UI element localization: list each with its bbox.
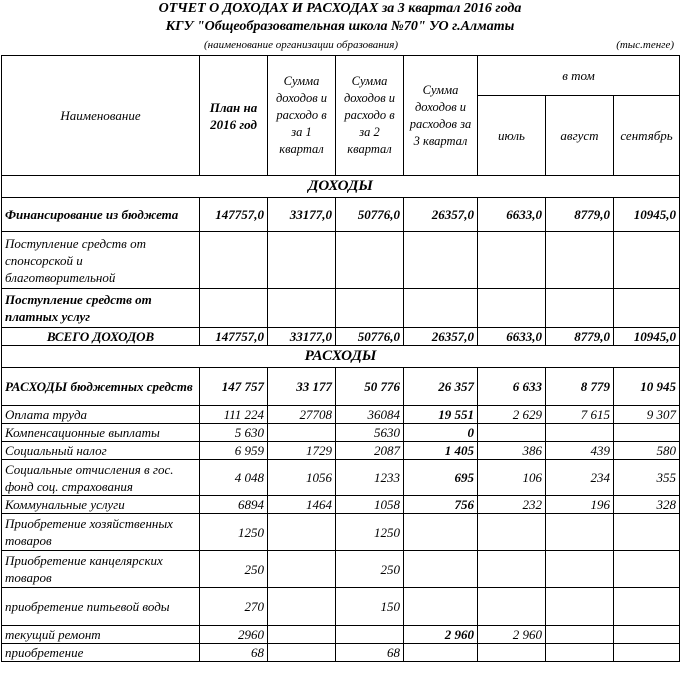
expense-cell-m1 (478, 424, 546, 442)
income-cell-m3: 10945,0 (614, 328, 680, 346)
unit-caption: (тыс.тенге) (616, 39, 674, 51)
organization-title: КГУ "Общеобразовательная школа №70" УО г.Алматы (165, 19, 515, 34)
expense-cell-plan: 6894 (200, 496, 268, 514)
expense-cell-q1: 33 177 (268, 368, 336, 406)
income-cell-q2: 50776,0 (336, 328, 404, 346)
income-section-header (2, 176, 680, 198)
expense-cell-q3: 0 (404, 424, 478, 442)
expense-cell-q3: 26 357 (404, 368, 478, 406)
expense-row-name: Социальные отчисления в гос. фонд соц. страхования (2, 460, 200, 496)
expense-cell-m1: 2 960 (478, 626, 546, 644)
expense-cell-q1: 1464 (268, 496, 336, 514)
income-cell-plan: 147757,0 (200, 328, 268, 346)
expense-cell-q2 (336, 626, 404, 644)
income-cell-plan (200, 232, 268, 289)
table-row (2, 496, 680, 514)
expense-cell-m3: 580 (614, 442, 680, 460)
expense-cell-m1: 2 629 (478, 406, 546, 424)
income-cell-m2: 8779,0 (546, 328, 614, 346)
report-table (1, 55, 680, 662)
expense-cell-q1: 1729 (268, 442, 336, 460)
table-row (2, 442, 680, 460)
expense-cell-m2 (546, 588, 614, 626)
expense-cell-plan: 2960 (200, 626, 268, 644)
income-cell-q2: 50776,0 (336, 198, 404, 232)
header-july: июль (478, 96, 546, 176)
income-cell-m1 (478, 232, 546, 289)
income-cell-q2 (336, 232, 404, 289)
header-q2: Сумма доходов и расходо в за 2 квартал (336, 56, 404, 176)
income-cell-q1: 33177,0 (268, 328, 336, 346)
expense-cell-q2: 50 776 (336, 368, 404, 406)
expense-cell-m2: 196 (546, 496, 614, 514)
table-row (2, 626, 680, 644)
table-row (2, 460, 680, 496)
expense-cell-q1: 27708 (268, 406, 336, 424)
expense-cell-q1: 1056 (268, 460, 336, 496)
expense-cell-q2: 2087 (336, 442, 404, 460)
income-row-name: Поступление средств от платных услуг (2, 289, 200, 328)
expense-cell-m1: 6 633 (478, 368, 546, 406)
header-q1: Сумма доходов и расходо в за 1 квартал (268, 56, 336, 176)
expense-cell-m1 (478, 551, 546, 588)
income-cell-q3: 26357,0 (404, 198, 478, 232)
expense-cell-m2: 7 615 (546, 406, 614, 424)
expense-cell-q3: 2 960 (404, 626, 478, 644)
expense-cell-q3: 756 (404, 496, 478, 514)
expense-cell-m3: 328 (614, 496, 680, 514)
expense-cell-q3 (404, 514, 478, 551)
expense-cell-m2 (546, 514, 614, 551)
income-row-name: Финансирование из бюджета (2, 198, 200, 232)
table-row (2, 289, 680, 328)
income-section-header-label: ДОХОДЫ (2, 176, 680, 198)
table-row (2, 198, 680, 232)
table-row (2, 551, 680, 588)
expense-row-name: Приобретение хозяйственных товаров (2, 514, 200, 551)
table-row (2, 644, 680, 662)
expense-cell-m3: 355 (614, 460, 680, 496)
table-header (2, 56, 680, 176)
income-cell-m2: 8779,0 (546, 198, 614, 232)
table-row (2, 424, 680, 442)
header-name: Наименование (2, 56, 200, 176)
expense-row-name: РАСХОДЫ бюджетных средств (2, 368, 200, 406)
income-row-name: Поступление средств от спонсорской и благотворительной (2, 232, 200, 289)
income-cell-m3: 10945,0 (614, 198, 680, 232)
expense-cell-q3 (404, 588, 478, 626)
expense-cell-q2: 68 (336, 644, 404, 662)
income-cell-m1: 6633,0 (478, 328, 546, 346)
expense-row-name: текущий ремонт (2, 626, 200, 644)
expense-cell-q2: 36084 (336, 406, 404, 424)
expense-cell-q3: 695 (404, 460, 478, 496)
expense-cell-m1: 232 (478, 496, 546, 514)
header-september: сентябрь (614, 96, 680, 176)
expense-row-name: Оплата труда (2, 406, 200, 424)
expense-row-name: Социальный налог (2, 442, 200, 460)
expense-section-header (2, 346, 680, 368)
expense-cell-plan: 111 224 (200, 406, 268, 424)
income-cell-m1: 6633,0 (478, 198, 546, 232)
expense-cell-plan: 5 630 (200, 424, 268, 442)
expense-cell-q2: 1058 (336, 496, 404, 514)
expense-cell-q3 (404, 644, 478, 662)
expense-row-name: Приобретение канцелярских товаров (2, 551, 200, 588)
expense-cell-m2: 8 779 (546, 368, 614, 406)
expense-cell-m3: 9 307 (614, 406, 680, 424)
table-row (2, 406, 680, 424)
expense-cell-q3: 1 405 (404, 442, 478, 460)
report-title: ОТЧЕТ О ДОХОДАХ И РАСХОДАХ за 3 квартал 2016 года (158, 1, 522, 16)
expense-cell-q2: 5630 (336, 424, 404, 442)
expense-cell-m1: 106 (478, 460, 546, 496)
income-cell-q3 (404, 289, 478, 328)
expense-cell-q2: 1233 (336, 460, 404, 496)
expense-cell-plan: 270 (200, 588, 268, 626)
expense-cell-q1 (268, 424, 336, 442)
income-cell-m2 (546, 232, 614, 289)
income-cell-m1 (478, 289, 546, 328)
income-cell-q3: 26357,0 (404, 328, 478, 346)
expense-cell-m2 (546, 644, 614, 662)
expense-cell-m3 (614, 551, 680, 588)
expense-cell-q2: 250 (336, 551, 404, 588)
table-row (2, 328, 680, 346)
expense-cell-m1: 386 (478, 442, 546, 460)
expense-cell-plan: 4 048 (200, 460, 268, 496)
expense-cell-m2 (546, 551, 614, 588)
header-q3: Сумма доходов и расходов за 3 квартал (404, 56, 478, 176)
table-row (2, 514, 680, 551)
expense-row-name: Компенсационные выплаты (2, 424, 200, 442)
income-row-name: ВСЕГО ДОХОДОВ (2, 328, 200, 346)
expense-cell-plan: 6 959 (200, 442, 268, 460)
income-cell-q2 (336, 289, 404, 328)
expense-cell-q2: 150 (336, 588, 404, 626)
header-august: август (546, 96, 614, 176)
table-row (2, 232, 680, 289)
expense-cell-q1 (268, 514, 336, 551)
expense-cell-m3: 10 945 (614, 368, 680, 406)
table-body (2, 176, 680, 662)
table-row (2, 588, 680, 626)
expense-cell-q2: 1250 (336, 514, 404, 551)
expense-cell-m2 (546, 424, 614, 442)
expense-section-header-label: РАСХОДЫ (2, 346, 680, 368)
expense-cell-m1 (478, 588, 546, 626)
expense-cell-m3 (614, 424, 680, 442)
income-cell-m3 (614, 289, 680, 328)
expense-cell-m3 (614, 514, 680, 551)
expense-cell-q1 (268, 644, 336, 662)
income-cell-q1 (268, 232, 336, 289)
expense-cell-m2 (546, 626, 614, 644)
expense-cell-q3 (404, 551, 478, 588)
expense-cell-m3 (614, 626, 680, 644)
income-cell-m2 (546, 289, 614, 328)
expense-cell-plan: 250 (200, 551, 268, 588)
expense-cell-m1 (478, 514, 546, 551)
expense-cell-plan: 147 757 (200, 368, 268, 406)
income-cell-plan (200, 289, 268, 328)
expense-cell-q3: 19 551 (404, 406, 478, 424)
expense-cell-plan: 1250 (200, 514, 268, 551)
income-cell-m3 (614, 232, 680, 289)
expense-cell-m2: 439 (546, 442, 614, 460)
header-plan: План на 2016 год (200, 56, 268, 176)
income-cell-q1: 33177,0 (268, 198, 336, 232)
expense-cell-m3 (614, 644, 680, 662)
expense-row-name: приобретение питьевой воды (2, 588, 200, 626)
expense-row-name: приобретение (2, 644, 200, 662)
expense-cell-m2: 234 (546, 460, 614, 496)
expense-cell-q1 (268, 588, 336, 626)
income-cell-q1 (268, 289, 336, 328)
header-including: в том (478, 56, 680, 96)
expense-cell-m1 (478, 644, 546, 662)
expense-cell-q1 (268, 551, 336, 588)
organization-caption: (наименование организации образования) (204, 39, 399, 51)
income-cell-plan: 147757,0 (200, 198, 268, 232)
expense-cell-m3 (614, 588, 680, 626)
expense-cell-plan: 68 (200, 644, 268, 662)
table-row (2, 368, 680, 406)
expense-row-name: Коммунальные услуги (2, 496, 200, 514)
expense-cell-q1 (268, 626, 336, 644)
income-cell-q3 (404, 232, 478, 289)
